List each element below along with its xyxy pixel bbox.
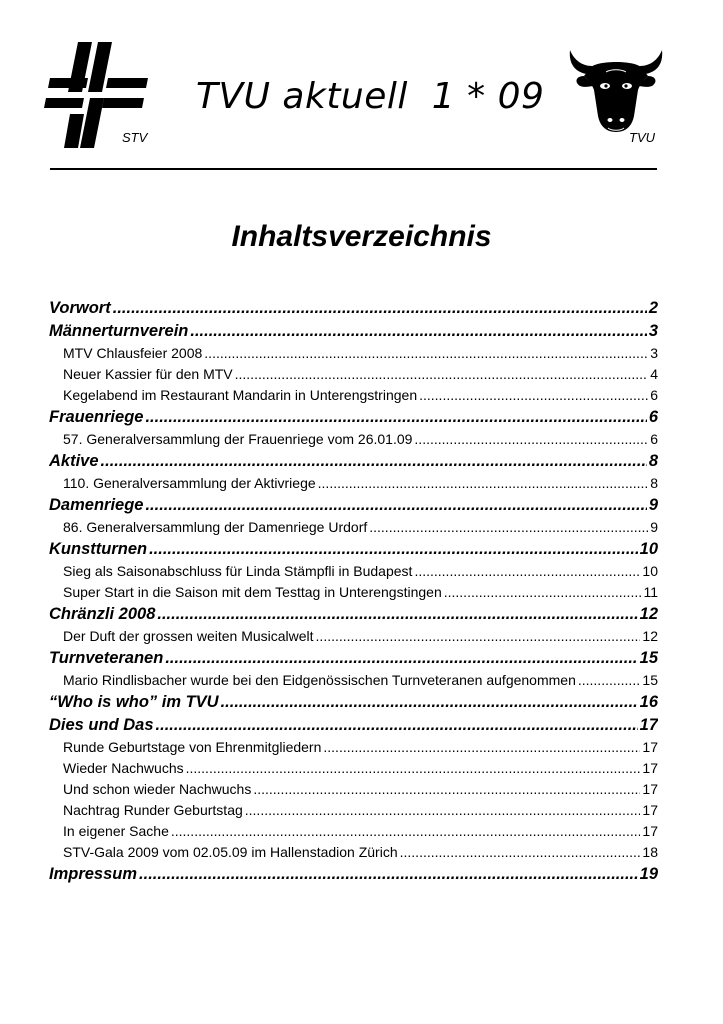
toc-dot-leader (235, 364, 649, 385)
toc-dot-leader (204, 343, 648, 364)
toc-entry-title: Chränzli 2008 (49, 605, 156, 623)
tvu-logo (562, 42, 672, 152)
toc-entry-title: Impressum (49, 865, 138, 883)
document-title: TVU aktuell 1 * 09 (196, 76, 545, 117)
toc-page-number: 4 (650, 366, 658, 382)
toc-entry-title: Sieg als Saisonabschluss für Linda Stämpfli in Budapest (63, 563, 413, 579)
toc-subsection-entry[interactable] (49, 670, 658, 691)
toc-entry-title: 86. Generalversammlung der Damenriege Urdorf (63, 519, 368, 535)
toc-entry-title: Damenriege (49, 496, 144, 514)
toc-entry-title: Der Duft der grossen weiten Musicalwelt (63, 628, 314, 644)
toc-page-number: 10 (642, 563, 658, 579)
toc-entry-title: 57. Generalversammlung der Frauenriege vom 26.01.09 (63, 431, 413, 447)
toc-dot-leader (369, 517, 648, 538)
toc-page-number: 17 (642, 823, 658, 839)
header-divider (50, 168, 657, 170)
toc-entry-title: Männerturnverein (49, 322, 189, 340)
toc-entry-title: Kunstturnen (49, 540, 148, 558)
toc-page-number: 17 (642, 739, 658, 755)
toc-entry-title: Und schon wieder Nachwuchs (63, 781, 252, 797)
toc-subsection-entry[interactable] (49, 364, 658, 385)
toc-dot-leader (221, 691, 638, 714)
toc-page-number: 8 (648, 452, 658, 470)
toc-dot-leader (157, 603, 637, 626)
toc-entry-title: Turnveteranen (49, 649, 164, 667)
toc-dot-leader (113, 297, 647, 320)
toc-dot-leader (419, 385, 648, 406)
toc-page-number: 8 (650, 475, 658, 491)
toc-page-number: 9 (648, 496, 658, 514)
bull-head-icon (566, 42, 666, 142)
toc-section-entry[interactable] (49, 538, 658, 561)
toc-subsection-entry[interactable] (49, 473, 658, 494)
toc-subsection-entry[interactable] (49, 758, 658, 779)
toc-section-entry[interactable] (49, 647, 658, 670)
toc-subsection-entry[interactable] (49, 800, 658, 821)
toc-page-number: 6 (648, 408, 658, 426)
toc-entry-title: 110. Generalversammlung der Aktivriege (63, 475, 316, 491)
toc-dot-leader (245, 800, 641, 821)
toc-entry-title: Runde Geburtstage von Ehrenmitgliedern (63, 739, 322, 755)
toc-dot-leader (316, 626, 641, 647)
toc-dot-leader (101, 450, 647, 473)
toc-subsection-entry[interactable] (49, 385, 658, 406)
toc-subsection-entry[interactable] (49, 626, 658, 647)
toc-section-entry[interactable] (49, 494, 658, 517)
toc-subsection-entry[interactable] (49, 779, 658, 800)
toc-dot-leader (145, 494, 646, 517)
toc-entry-title: Neuer Kassier für den MTV (63, 366, 233, 382)
toc-page-number: 15 (642, 672, 658, 688)
toc-dot-leader (186, 758, 641, 779)
toc-page-number: 18 (642, 844, 658, 860)
toc-page-number: 16 (639, 693, 658, 711)
toc-entry-title: STV-Gala 2009 vom 02.05.09 im Hallenstadion Zürich (63, 844, 398, 860)
toc-subsection-entry[interactable] (49, 517, 658, 538)
table-of-contents (49, 297, 658, 886)
toc-dot-leader (165, 647, 637, 670)
toc-entry-title: MTV Chlausfeier 2008 (63, 345, 203, 361)
toc-entry-title: Kegelabend im Restaurant Mandarin in Unterengstringen (63, 387, 418, 403)
toc-section-entry[interactable] (49, 406, 658, 429)
toc-entry-title: In eigener Sache (63, 823, 169, 839)
toc-section-entry[interactable] (49, 603, 658, 626)
toc-section-entry[interactable] (49, 691, 658, 714)
toc-entry-title: “Who is who” im TVU (49, 693, 219, 711)
toc-page-number: 19 (639, 865, 658, 883)
toc-page-number: 6 (650, 387, 658, 403)
toc-dot-leader (318, 473, 649, 494)
toc-dot-leader (578, 670, 641, 691)
toc-page-number: 2 (648, 299, 658, 317)
toc-section-entry[interactable] (49, 450, 658, 473)
tvu-label: TVU (629, 130, 655, 145)
toc-dot-leader (145, 406, 646, 429)
toc-subsection-entry[interactable] (49, 343, 658, 364)
toc-page-number: 15 (639, 649, 658, 667)
toc-dot-leader (414, 429, 648, 450)
toc-page-number: 9 (650, 519, 658, 535)
toc-dot-leader (253, 779, 640, 800)
toc-entry-title: Frauenriege (49, 408, 144, 426)
toc-entry-title: Aktive (49, 452, 99, 470)
toc-section-entry[interactable] (49, 863, 658, 886)
toc-page-number: 12 (639, 605, 658, 623)
toc-section-entry[interactable] (49, 297, 658, 320)
stv-label: STV (122, 130, 148, 145)
toc-entry-title: Vorwort (49, 299, 111, 317)
toc-page-number: 17 (642, 802, 658, 818)
toc-page-number: 17 (642, 760, 658, 776)
toc-page-number: 12 (642, 628, 658, 644)
toc-dot-leader (156, 714, 638, 737)
page-heading: Inhaltsverzeichnis (231, 220, 492, 253)
toc-section-entry[interactable] (49, 714, 658, 737)
toc-subsection-entry[interactable] (49, 561, 658, 582)
toc-entry-title: Wieder Nachwuchs (63, 760, 184, 776)
toc-entry-title: Dies und Das (49, 716, 154, 734)
toc-page-number: 17 (639, 716, 658, 734)
toc-dot-leader (171, 821, 641, 842)
toc-subsection-entry[interactable] (49, 821, 658, 842)
toc-entry-title: Nachtrag Runder Geburtstag (63, 802, 243, 818)
toc-dot-leader (414, 561, 640, 582)
toc-dot-leader (400, 842, 641, 863)
toc-dot-leader (444, 582, 642, 603)
toc-dot-leader (139, 863, 638, 886)
toc-dot-leader (149, 538, 638, 561)
toc-page-number: 17 (642, 781, 658, 797)
toc-section-entry[interactable] (49, 320, 658, 343)
toc-dot-leader (190, 320, 646, 343)
toc-subsection-entry[interactable] (49, 429, 658, 450)
toc-page-number: 10 (639, 540, 658, 558)
toc-dot-leader (323, 737, 640, 758)
toc-page-number: 6 (650, 431, 658, 447)
toc-page-number: 11 (643, 584, 658, 600)
toc-page-number: 3 (650, 345, 658, 361)
toc-subsection-entry[interactable] (49, 842, 658, 863)
toc-subsection-entry[interactable] (49, 582, 658, 603)
toc-entry-title: Super Start in die Saison mit dem Testtag in Unterengstingen (63, 584, 442, 600)
stv-logo (44, 40, 154, 150)
toc-page-number: 3 (648, 322, 658, 340)
toc-subsection-entry[interactable] (49, 737, 658, 758)
toc-entry-title: Mario Rindlisbacher wurde bei den Eidgenössischen Turnveteranen aufgenommen (63, 672, 576, 688)
